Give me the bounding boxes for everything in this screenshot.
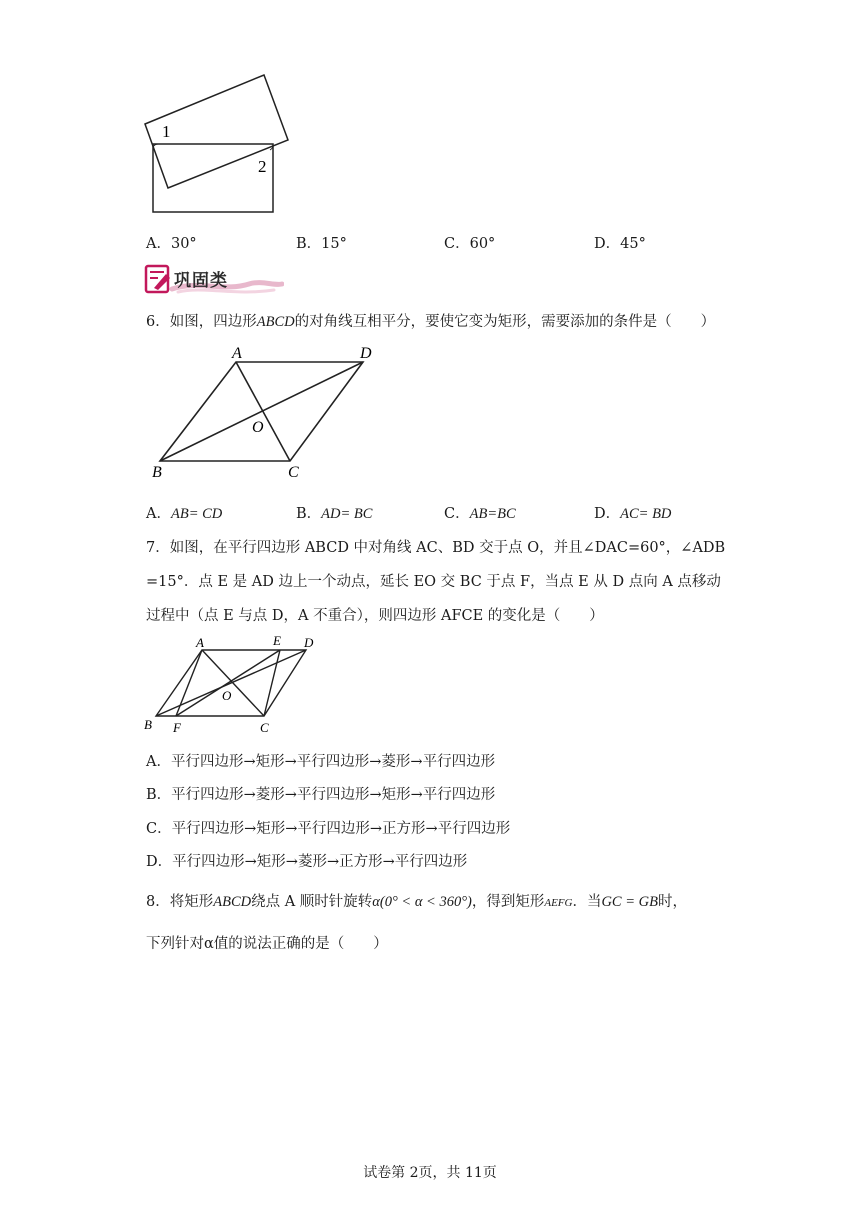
q5-option-a[interactable] <box>146 232 197 253</box>
q6-option-d[interactable] <box>594 502 671 523</box>
q8-angle-condition: α(0° < α < 360°) <box>372 894 472 910</box>
q8-stem-line1 <box>146 890 687 911</box>
q7-option-c[interactable] <box>146 817 510 838</box>
q7-figure <box>140 632 330 740</box>
q7-stem-line3: 过程中（点 E 与点 D，A 不重合），则四边形 AFCE 的变化是（ ） <box>146 608 604 624</box>
option-text: 平行四边形→矩形→菱形→正方形→平行四边形 <box>172 854 468 870</box>
q6-stem <box>146 310 715 331</box>
q6-text-pre: 如图，四边形 <box>169 314 257 330</box>
option-text: AB= CD <box>170 506 223 522</box>
diagonal-ac <box>202 650 264 716</box>
q8-text-3: ，得到矩形 <box>471 894 545 910</box>
q6-figure <box>148 340 388 482</box>
q7-option-d[interactable] <box>146 850 467 871</box>
option-letter: A． <box>146 506 171 522</box>
q8-text-2: 绕点 A 顺时针旋转 <box>251 894 373 910</box>
angle-1-label: 1 <box>162 122 171 141</box>
q5-option-d[interactable] <box>594 232 646 253</box>
center-o-label: O <box>252 419 264 436</box>
section-header <box>144 262 284 296</box>
q8-rect-aefg: AEFG <box>544 897 573 909</box>
option-text: AB=BC <box>469 506 516 522</box>
option-text: AD= BC <box>321 506 373 522</box>
option-letter: B． <box>296 506 322 522</box>
option-letter: B． <box>146 787 172 803</box>
q8-equation: GC = GB <box>601 894 658 910</box>
point-e-label: E <box>273 633 281 648</box>
q6-option-c[interactable] <box>444 502 516 523</box>
option-text: 平行四边形→矩形→平行四边形→正方形→平行四边形 <box>171 821 511 837</box>
option-text: AC= BD <box>620 506 672 522</box>
option-letter: D． <box>594 506 621 522</box>
vertex-d-label: D <box>304 635 314 650</box>
vertex-c-label: C <box>260 720 269 735</box>
option-text: 平行四边形→矩形→平行四边形→菱形→平行四边形 <box>170 754 496 770</box>
q6-quad-name: ABCD <box>256 314 295 330</box>
option-text: 45° <box>620 236 646 252</box>
center-o-label: O <box>222 688 232 703</box>
diagonal-bd <box>160 362 363 461</box>
option-letter: C． <box>146 821 172 837</box>
option-text: 15° <box>321 236 347 252</box>
q5-option-c[interactable] <box>444 232 495 253</box>
q6-option-a[interactable] <box>146 502 222 523</box>
vertex-d-label: D <box>360 345 372 362</box>
q6-text-post: 的对角线互相平分，要使它变为矩形，需要添加的条件是（ ） <box>294 314 716 330</box>
vertex-c-label: C <box>288 464 299 481</box>
option-letter: C． <box>444 236 470 252</box>
q8-rect-abcd: ABCD <box>213 894 252 910</box>
q8-text-1: 8．将矩形 <box>146 894 214 910</box>
q7-stem-line1: 7．如图，在平行四边形 ABCD 中对角线 AC、BD 交于点 O，并且∠DAC=60°，∠ADB <box>146 540 726 556</box>
q8-stem-line2: 下列针对α值的说法正确的是（ ） <box>146 936 388 952</box>
option-letter: A． <box>146 754 171 770</box>
vertex-a-label: A <box>232 345 242 362</box>
option-text: 30° <box>170 236 197 252</box>
option-text: 60° <box>469 236 496 252</box>
segment-af <box>176 650 202 716</box>
vertex-b-label: B <box>152 464 162 481</box>
point-f-label: F <box>173 720 181 735</box>
fixed-rectangle <box>153 144 273 212</box>
q7-option-b[interactable] <box>146 783 495 804</box>
option-letter: D． <box>146 854 173 870</box>
vertex-a-label: A <box>196 635 204 650</box>
q6-option-b[interactable] <box>296 502 372 523</box>
q8-text-4: ．当 <box>572 894 602 910</box>
q7-option-a[interactable] <box>146 750 495 771</box>
section-title: 巩固类 <box>174 271 228 291</box>
q8-text-5: 时， <box>657 894 687 910</box>
vertex-b-label: B <box>144 717 152 732</box>
page-footer: 试卷第 2页，共 11页 <box>363 1165 497 1181</box>
segment-ec <box>264 650 280 716</box>
q5-figure <box>140 70 300 220</box>
option-letter: A． <box>146 236 171 252</box>
q7-stem-line2: =15°．点 E 是 AD 边上一个动点，延长 EO 交 BC 于点 F，当点 E 从 D 点向 A 点移动 <box>146 574 721 590</box>
option-letter: B． <box>296 236 322 252</box>
angle-2-label: 2 <box>258 157 267 176</box>
option-letter: D． <box>594 236 621 252</box>
option-letter: C． <box>444 506 470 522</box>
option-text: 平行四边形→菱形→平行四边形→矩形→平行四边形 <box>171 787 496 803</box>
q6-number: 6． <box>146 314 170 330</box>
q5-option-b[interactable] <box>296 232 347 253</box>
segment-ef <box>176 650 280 716</box>
